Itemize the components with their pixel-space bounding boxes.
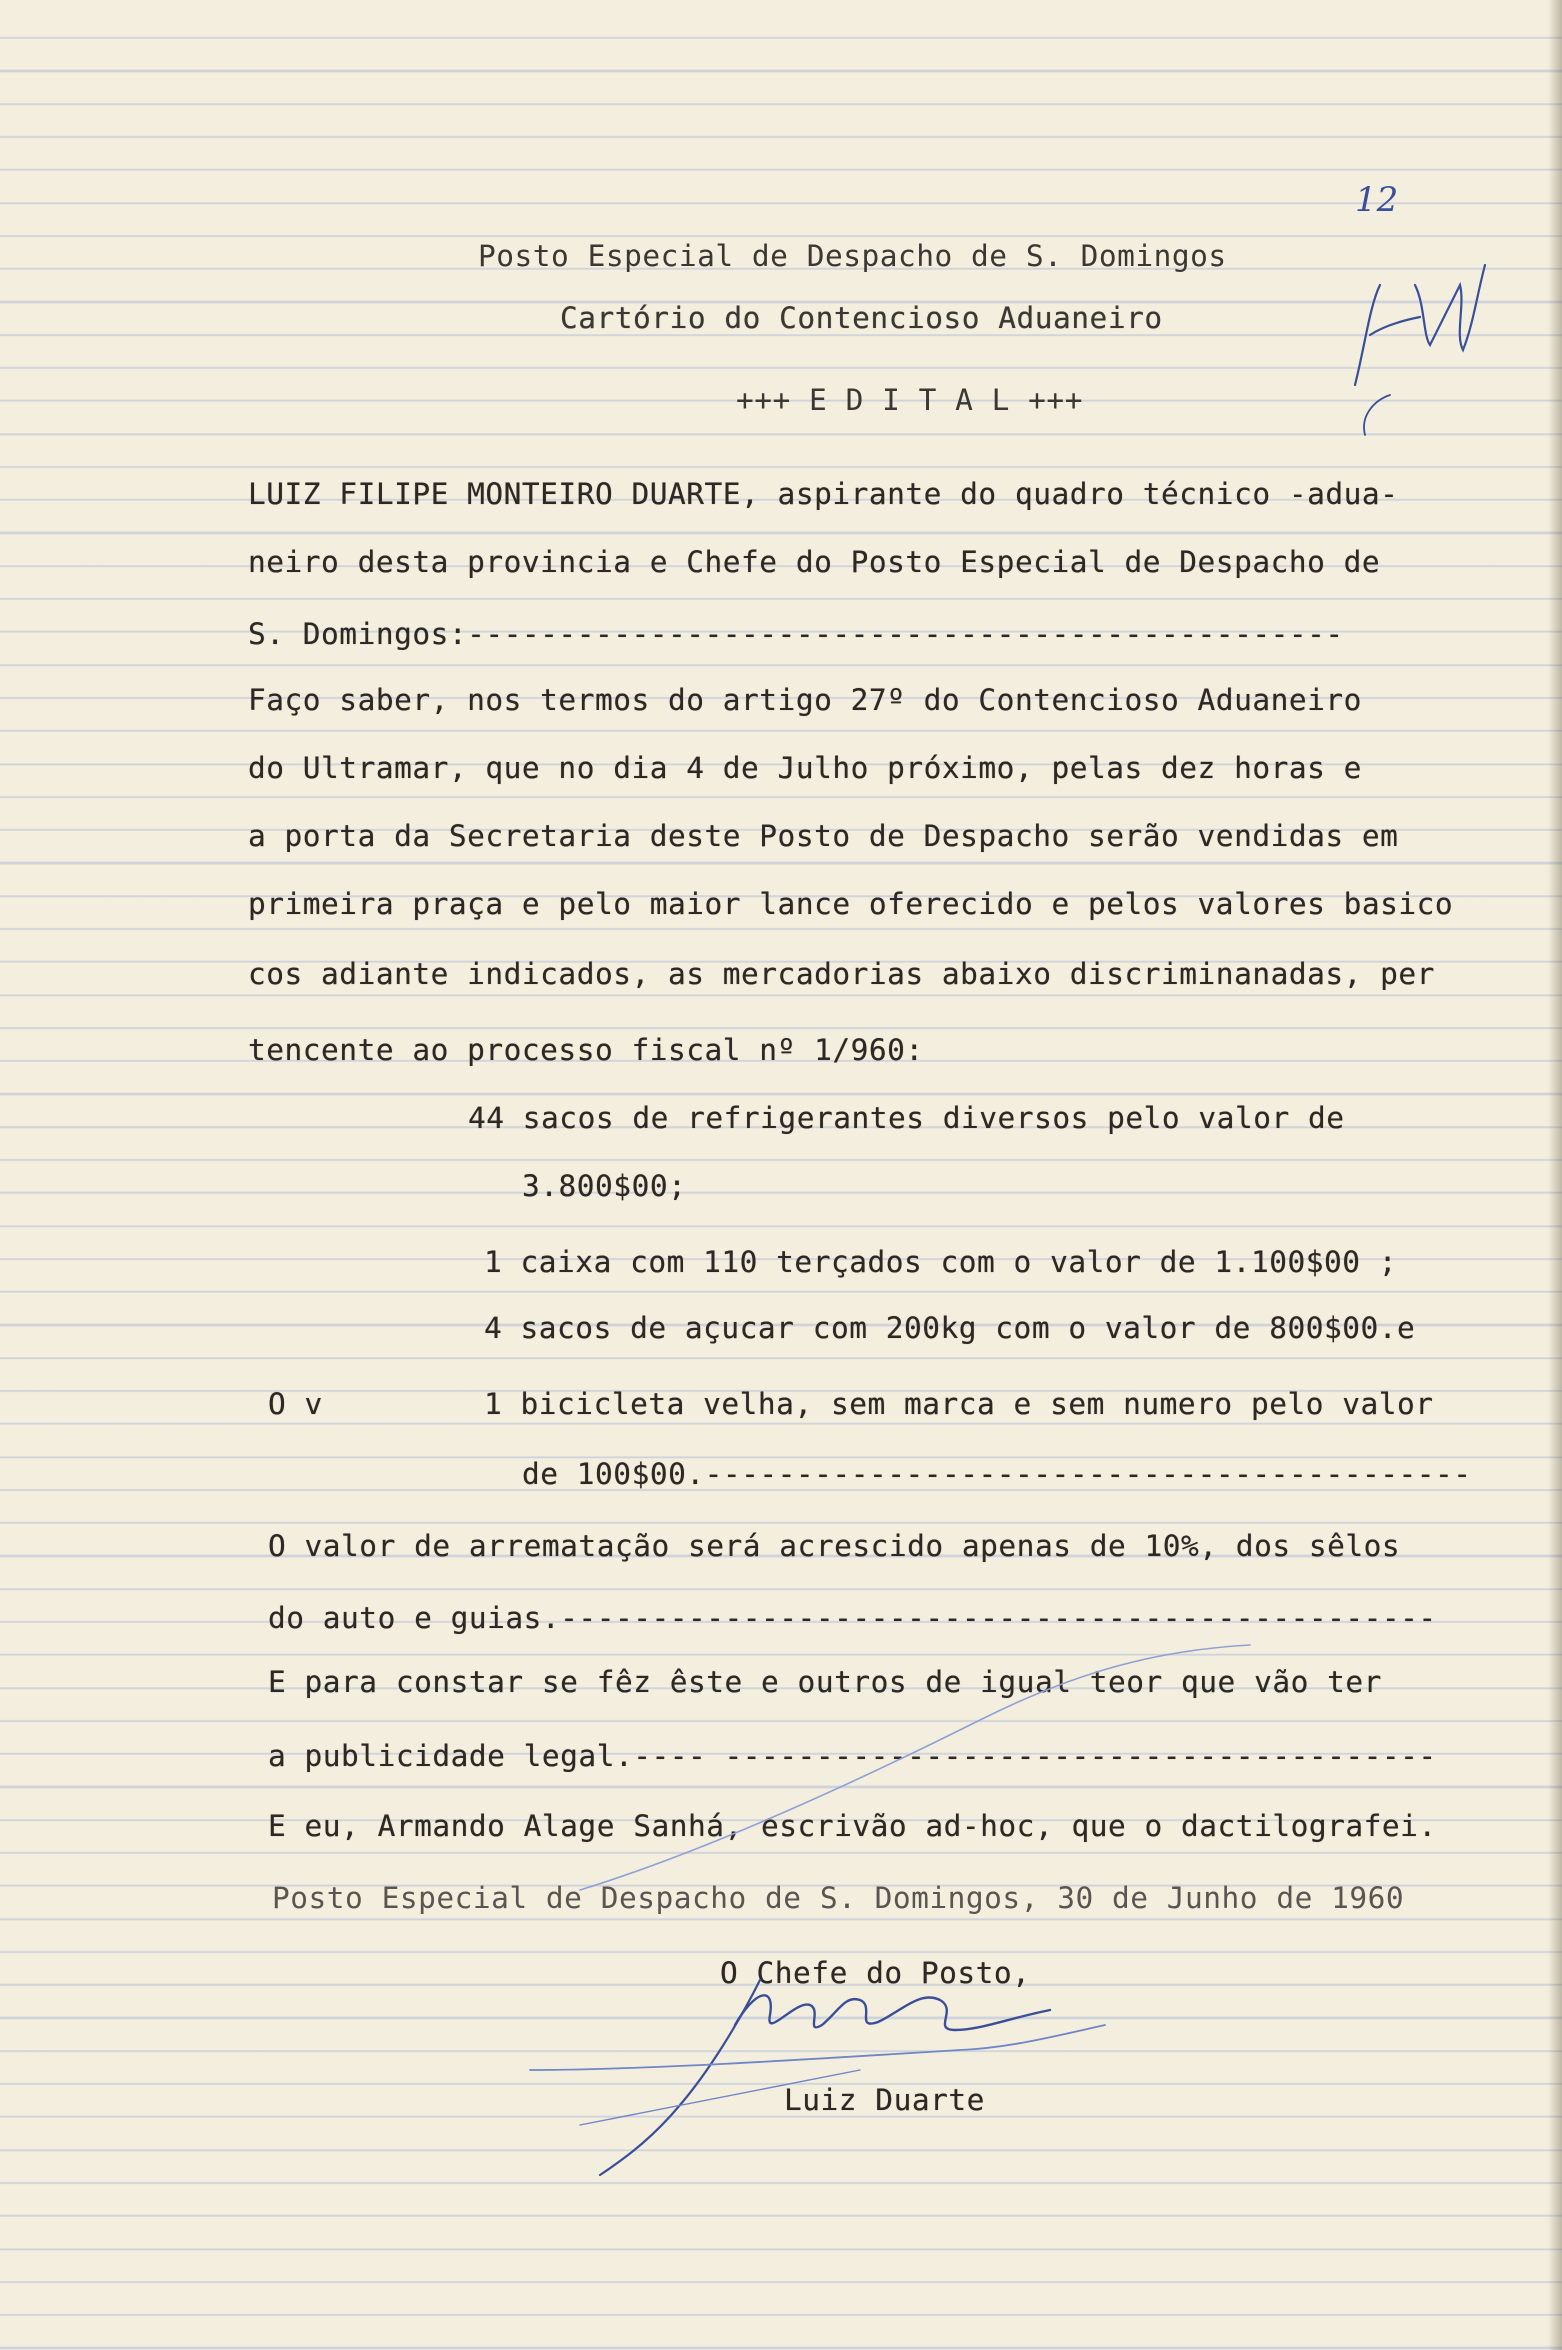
- closing-line: do auto e guias.------------------------------------------------: [268, 1601, 1437, 1635]
- intro-line: LUIZ FILIPE MONTEIRO DUARTE, aspirante do quadro técnico -adua-: [248, 477, 1399, 511]
- body-line: a porta da Secretaria deste Posto de Despacho serão vendidas em: [248, 819, 1399, 853]
- body-line: Faço saber, nos termos do artigo 27º do Contencioso Aduaneiro: [248, 683, 1362, 717]
- page-edge-shadow: [1548, 0, 1562, 2350]
- intro-line: S. Domingos:------------------------------------------------: [248, 617, 1344, 651]
- header-registry: Cartório do Contencioso Aduaneiro: [560, 301, 1163, 335]
- signatory-role: O Chefe do Posto,: [720, 1956, 1031, 1990]
- pen-stroke: [560, 1640, 1260, 1900]
- page-number-notation: 12: [1355, 180, 1399, 220]
- item-line: 4 sacos de açucar com 200kg com o valor de 800$00.e: [484, 1311, 1416, 1345]
- item-line: 44 sacos de refrigerantes diversos pelo valor de: [468, 1101, 1345, 1135]
- header-office: Posto Especial de Despacho de S. Domingos: [478, 239, 1227, 273]
- document-title: +++ E D I T A L +++: [736, 383, 1083, 417]
- place-and-date: Posto Especial de Despacho de S. Domingos, 30 de Junho de 1960: [272, 1881, 1405, 1915]
- body-line: tencente ao processo fiscal nº 1/960:: [248, 1033, 924, 1067]
- margin-scribble: [1335, 225, 1495, 445]
- item-line: 1 caixa com 110 terçados com o valor de 1.100$00 ;: [484, 1245, 1398, 1279]
- signatory-name: Luiz Duarte: [784, 2083, 985, 2117]
- intro-line: neiro desta provincia e Chefe do Posto Especial de Despacho de: [248, 545, 1381, 579]
- item-margin-mark: O v: [268, 1387, 323, 1421]
- item-line: 3.800$00;: [522, 1169, 687, 1203]
- closing-line: E para constar se fêz êste e outros de igual teor que vão ter: [268, 1665, 1382, 1699]
- closing-line: O valor de arrematação será acrescido apenas de 10%, dos sêlos: [268, 1529, 1401, 1563]
- closing-line: a publicidade legal.---- ---------------------------------------: [268, 1739, 1437, 1773]
- body-line: do Ultramar, que no dia 4 de Julho próximo, pelas dez horas e: [248, 751, 1362, 785]
- closing-line: E eu, Armando Alage Sanhá, escrivão ad-hoc, que o dactilografei.: [268, 1809, 1437, 1843]
- item-line: de 100$00.------------------------------------------: [522, 1457, 1472, 1491]
- body-line: cos adiante indicados, as mercadorias abaixo discriminanadas, per: [248, 957, 1435, 991]
- item-line: 1 bicicleta velha, sem marca e sem numero pelo valor: [484, 1387, 1434, 1421]
- body-line: primeira praça e pelo maior lance oferecido e pelos valores basico: [248, 887, 1454, 921]
- handwritten-signature: [560, 1930, 1120, 2190]
